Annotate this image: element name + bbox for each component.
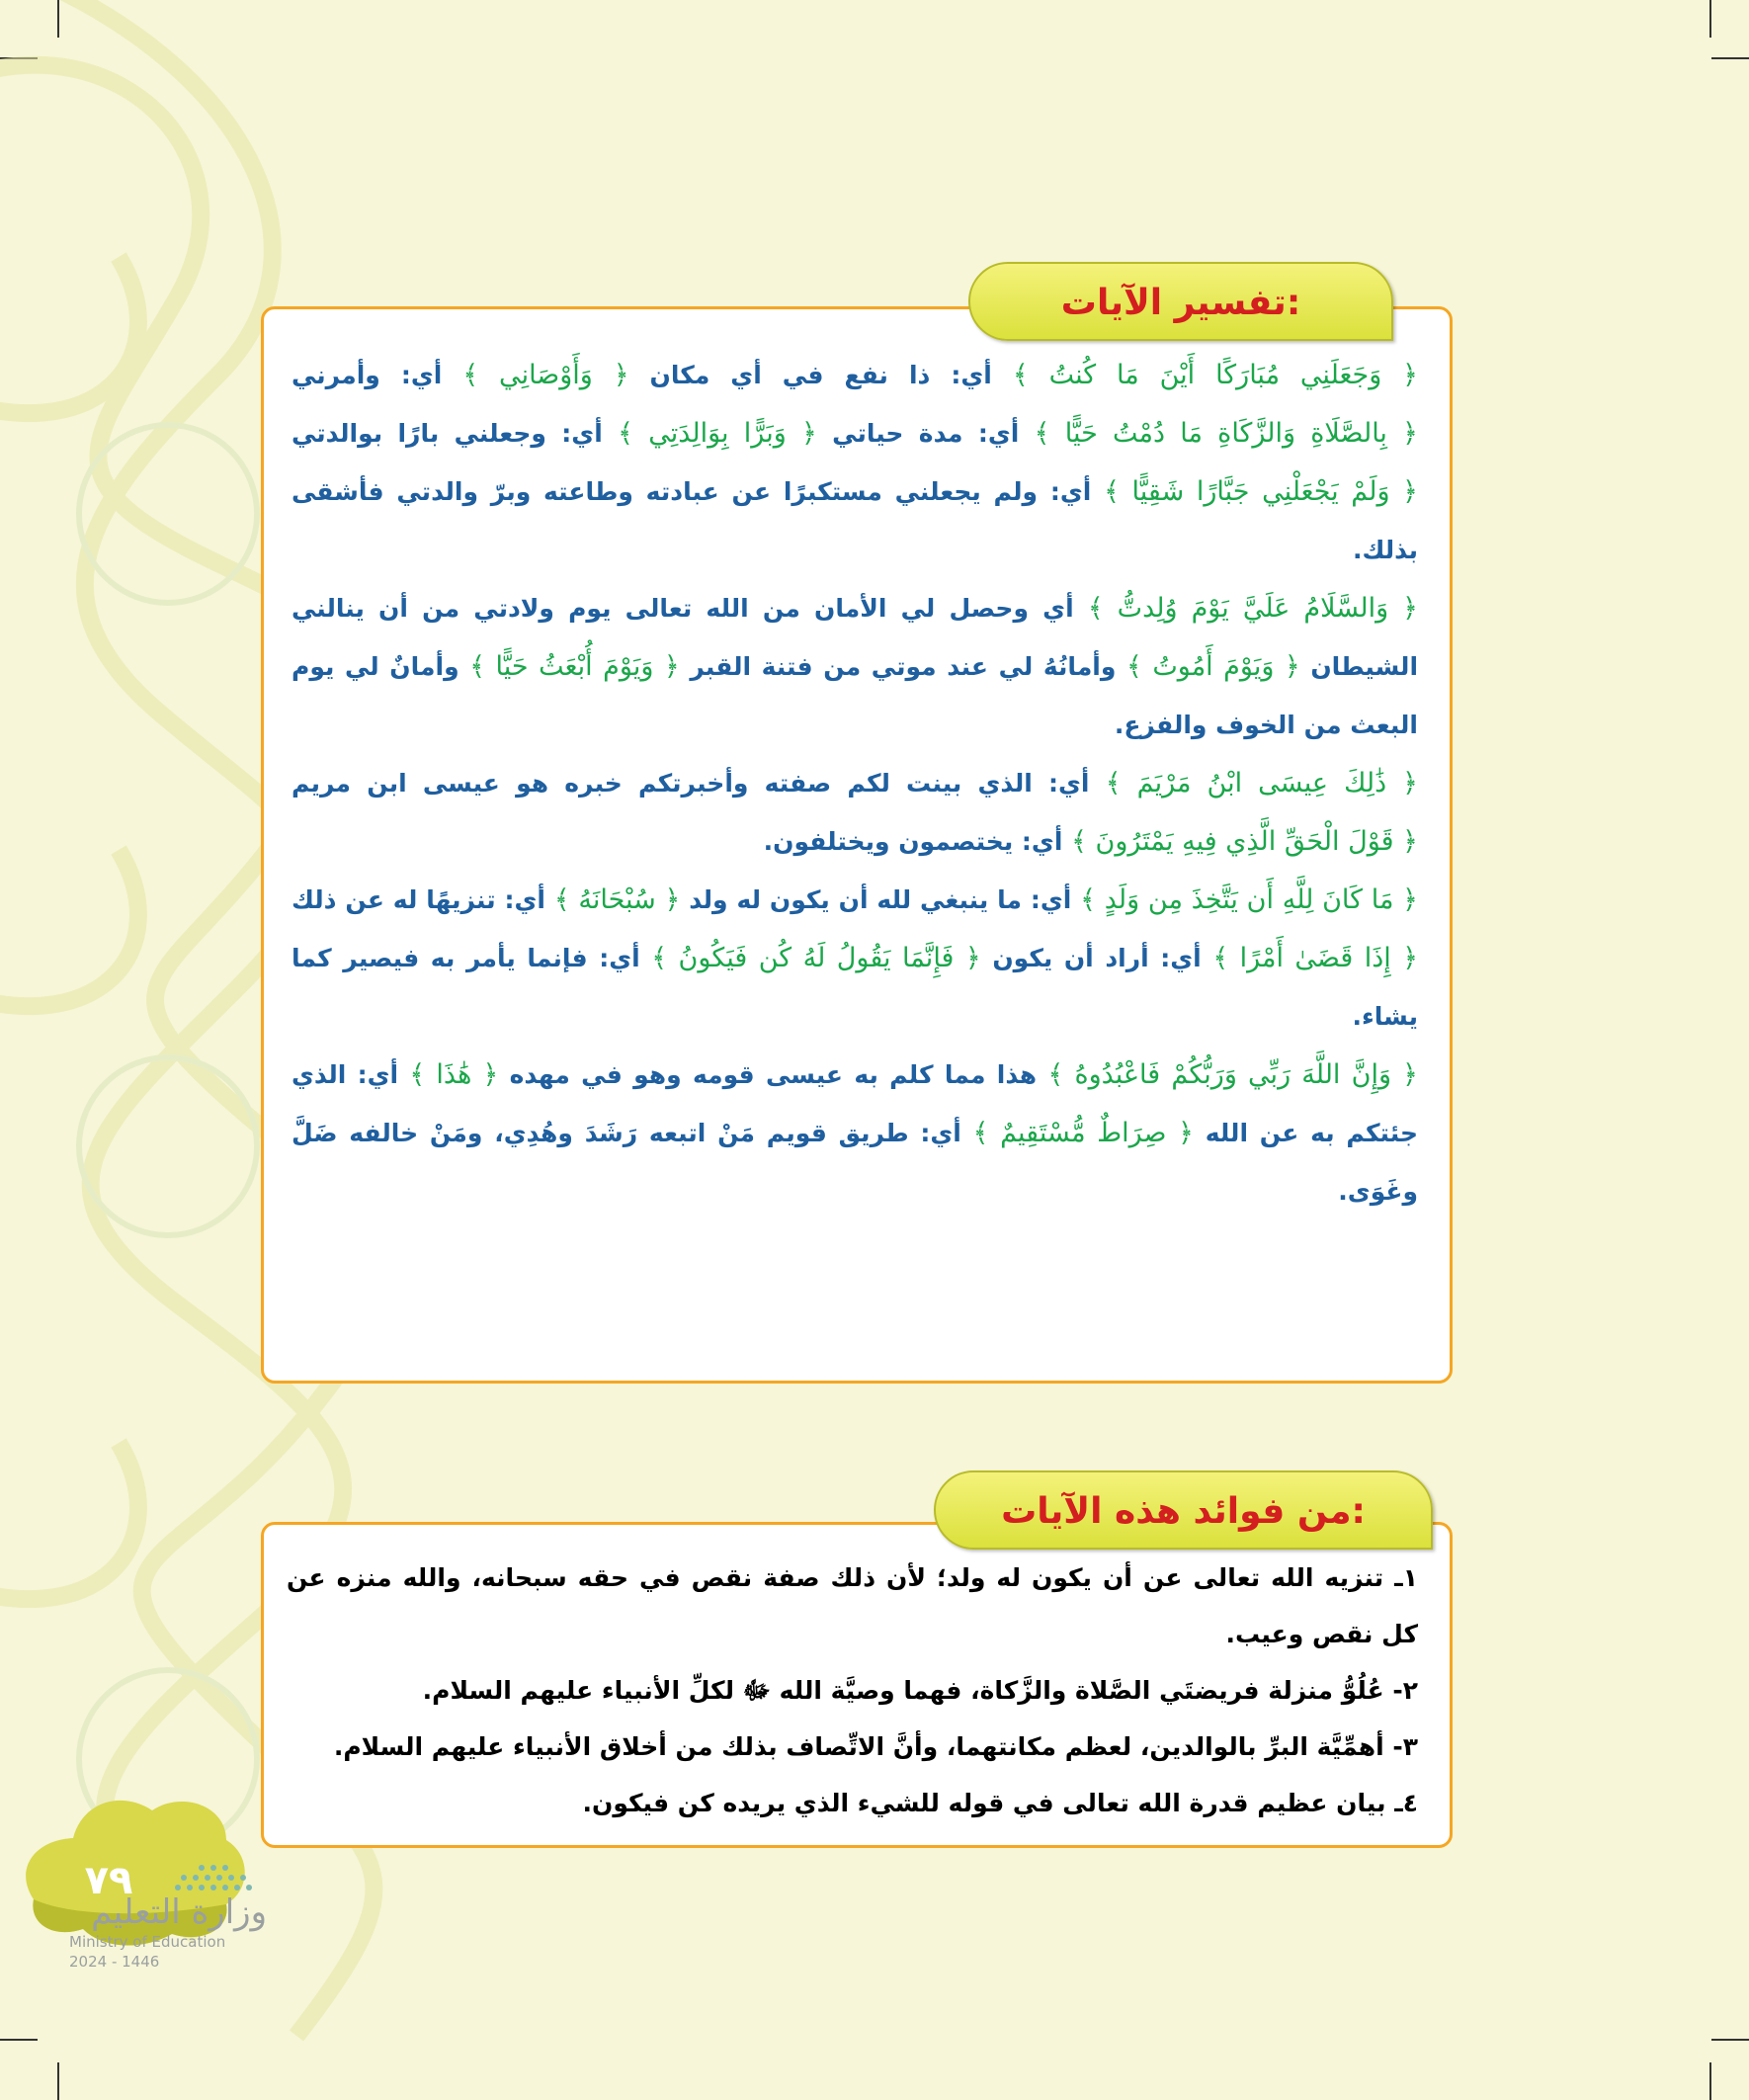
quran-verse: ﴿ بِالصَّلَاةِ وَالزَّكَاةِ مَا دُمْتُ حَيًّا ﴾ — [1034, 418, 1418, 449]
explanation-text: أي: الذي جئتكم به عن الله — [292, 1060, 1418, 1147]
explanation-text: أي: ذا نفع في أي مكان — [628, 361, 1013, 389]
quran-verse: ﴿ وَبَرًّا بِوَالِدَتِي ﴾ — [618, 418, 817, 449]
explanation-text: أي: الذي بينت لكم صفته وأخبرتكم خبره هو عيسى ابن مريم — [292, 769, 1106, 798]
explanation-text: أي وحصل لي الأمان من الله تعالى يوم ولادتي من أن ينالني الشيطان — [292, 594, 1419, 681]
crop-mark — [1711, 57, 1749, 59]
quran-verse: ﴿ قَوْلَ الْحَقِّ الَّذِي فِيهِ يَمْتَرُونَ ﴾ — [1071, 826, 1418, 857]
tafsir-paragraph — [292, 754, 1418, 871]
benefit-item-2: ٢- عُلُوُّ منزلة فريضتَي الصَّلاة والزَّكاة، فهما وصيَّة الله ﷻ لكلِّ الأنبياء عليهم السلام. — [422, 1676, 1418, 1705]
quran-verse: ﴿ وَيَوْمَ أَمُوتُ ﴾ — [1126, 651, 1300, 682]
quran-verse: ﴿ وَالسَّلَامُ عَلَيَّ يَوْمَ وُلِدتُّ ﴾ — [1087, 593, 1418, 624]
tafsir-text — [292, 346, 1418, 1220]
explanation-text: أي: طريق قويم مَنْ اتبعه رَشَدَ وهُدِي، ومَنْ خالفه ضَلَّ وغَوَى. — [292, 1119, 1418, 1206]
benefits-list — [287, 1550, 1418, 1831]
quran-verse: ﴿ فَإِنَّمَا يَقُولُ لَهُ كُن فَيَكُونُ ﴾ — [651, 943, 981, 973]
explanation-text: أي: تنزيهًا له عن ذلك — [292, 885, 554, 914]
quran-verse: ﴿ وَيَوْمَ أُبْعَثُ حَيًّا ﴾ — [469, 651, 680, 682]
explanation-text: وأمانٌ لي يوم البعث من الخوف والفزع. — [292, 652, 1418, 739]
tafsir-paragraph — [292, 346, 1418, 579]
benefit-item-4: ٤ـ بيان عظيم قدرة الله تعالى في قوله للشيء الذي يريده كن فيكون. — [582, 1789, 1418, 1817]
edition-year: 2024 - 1446 — [69, 1953, 160, 1971]
quran-verse: ﴿ مَا كَانَ لِلَّهِ أَن يَتَّخِذَ مِن وَلَدٍ ﴾ — [1080, 884, 1418, 915]
tafsir-paragraph — [292, 871, 1418, 1046]
explanation-text: أي: فإنما يأمر به فيصير كما يشاء. — [292, 944, 1418, 1031]
tafsir-paragraph — [292, 579, 1418, 754]
explanation-text: هذا مما كلم به عيسى قومه وهو في مهده — [498, 1060, 1048, 1089]
explanation-text: أي: أراد أن يكون — [980, 944, 1213, 972]
explanation-text: أي: ما ينبغي لله أن يكون له ولد — [680, 885, 1081, 914]
crop-mark — [1709, 2062, 1711, 2100]
explanation-text: أي: يختصمون ويختلفون. — [763, 827, 1072, 856]
page-number: ٧٩ — [84, 1858, 133, 1903]
tafsir-paragraph — [292, 1046, 1418, 1220]
ministry-name-ar: وزارة التعليم — [91, 1892, 267, 1932]
quran-verse: ﴿ وَأَوْصَانِي ﴾ — [462, 360, 629, 390]
benefits-title: من فوائد هذه الآيات: — [934, 1470, 1433, 1550]
benefit-item-1: ١ـ تنزيه الله تعالى عن أن يكون له ولد؛ لأن ذلك صفة نقص في حقه سبحانه، والله منزه عن كل نقص وعيب. — [287, 1563, 1418, 1648]
ministry-logo-icon — [168, 1858, 277, 1897]
quran-verse: ﴿ وَجَعَلَنِي مُبَارَكًا أَيْنَ مَا كُنتُ ﴾ — [1012, 360, 1418, 390]
quran-verse: ﴿ ذَٰلِكَ عِيسَى ابْنُ مَرْيَمَ ﴾ — [1105, 768, 1418, 798]
quran-verse: ﴿ صِرَاطٌ مُّسْتَقِيمٌ ﴾ — [972, 1118, 1194, 1148]
explanation-text: وأمانُهُ لي عند موتي من فتنة القبر — [679, 652, 1127, 681]
crop-mark — [1711, 2039, 1749, 2041]
explanation-text: أي: ولم يجعلني مستكبرًا عن عبادته وطاعته وبرّ والدتي فأشقى بذلك. — [292, 477, 1418, 564]
quran-verse: ﴿ سُبْحَانَهُ ﴾ — [553, 884, 681, 915]
explanation-text: أي: مدة حياتي — [816, 419, 1035, 448]
benefit-item-3: ٣- أهمِّيَّة البرِّ بالوالدين، لعظم مكانتهما، وأنَّ الاتِّصاف بذلك من أخلاق الأنبياء عليهم السلام. — [333, 1732, 1418, 1761]
tafsir-title: تفسير الآيات: — [968, 262, 1393, 341]
quran-verse: ﴿ وَلَمْ يَجْعَلْنِي جَبَّارًا شَقِيًّا ﴾ — [1104, 476, 1418, 507]
explanation-text: أي: وأمرني — [292, 361, 463, 389]
explanation-text: أي: وجعلني بارًا بوالدتي — [292, 419, 619, 448]
quran-verse: ﴿ هَٰذَا ﴾ — [409, 1059, 499, 1090]
quran-verse: ﴿ إِذَا قَضَىٰ أَمْرًا ﴾ — [1212, 943, 1419, 973]
crop-mark — [1709, 0, 1711, 38]
ministry-logo — [69, 1892, 267, 1972]
ministry-name-en: Ministry of Education — [69, 1933, 226, 1951]
quran-verse: ﴿ وَإِنَّ اللَّهَ رَبِّي وَرَبُّكُمْ فَاعْبُدُوهُ ﴾ — [1047, 1059, 1419, 1090]
